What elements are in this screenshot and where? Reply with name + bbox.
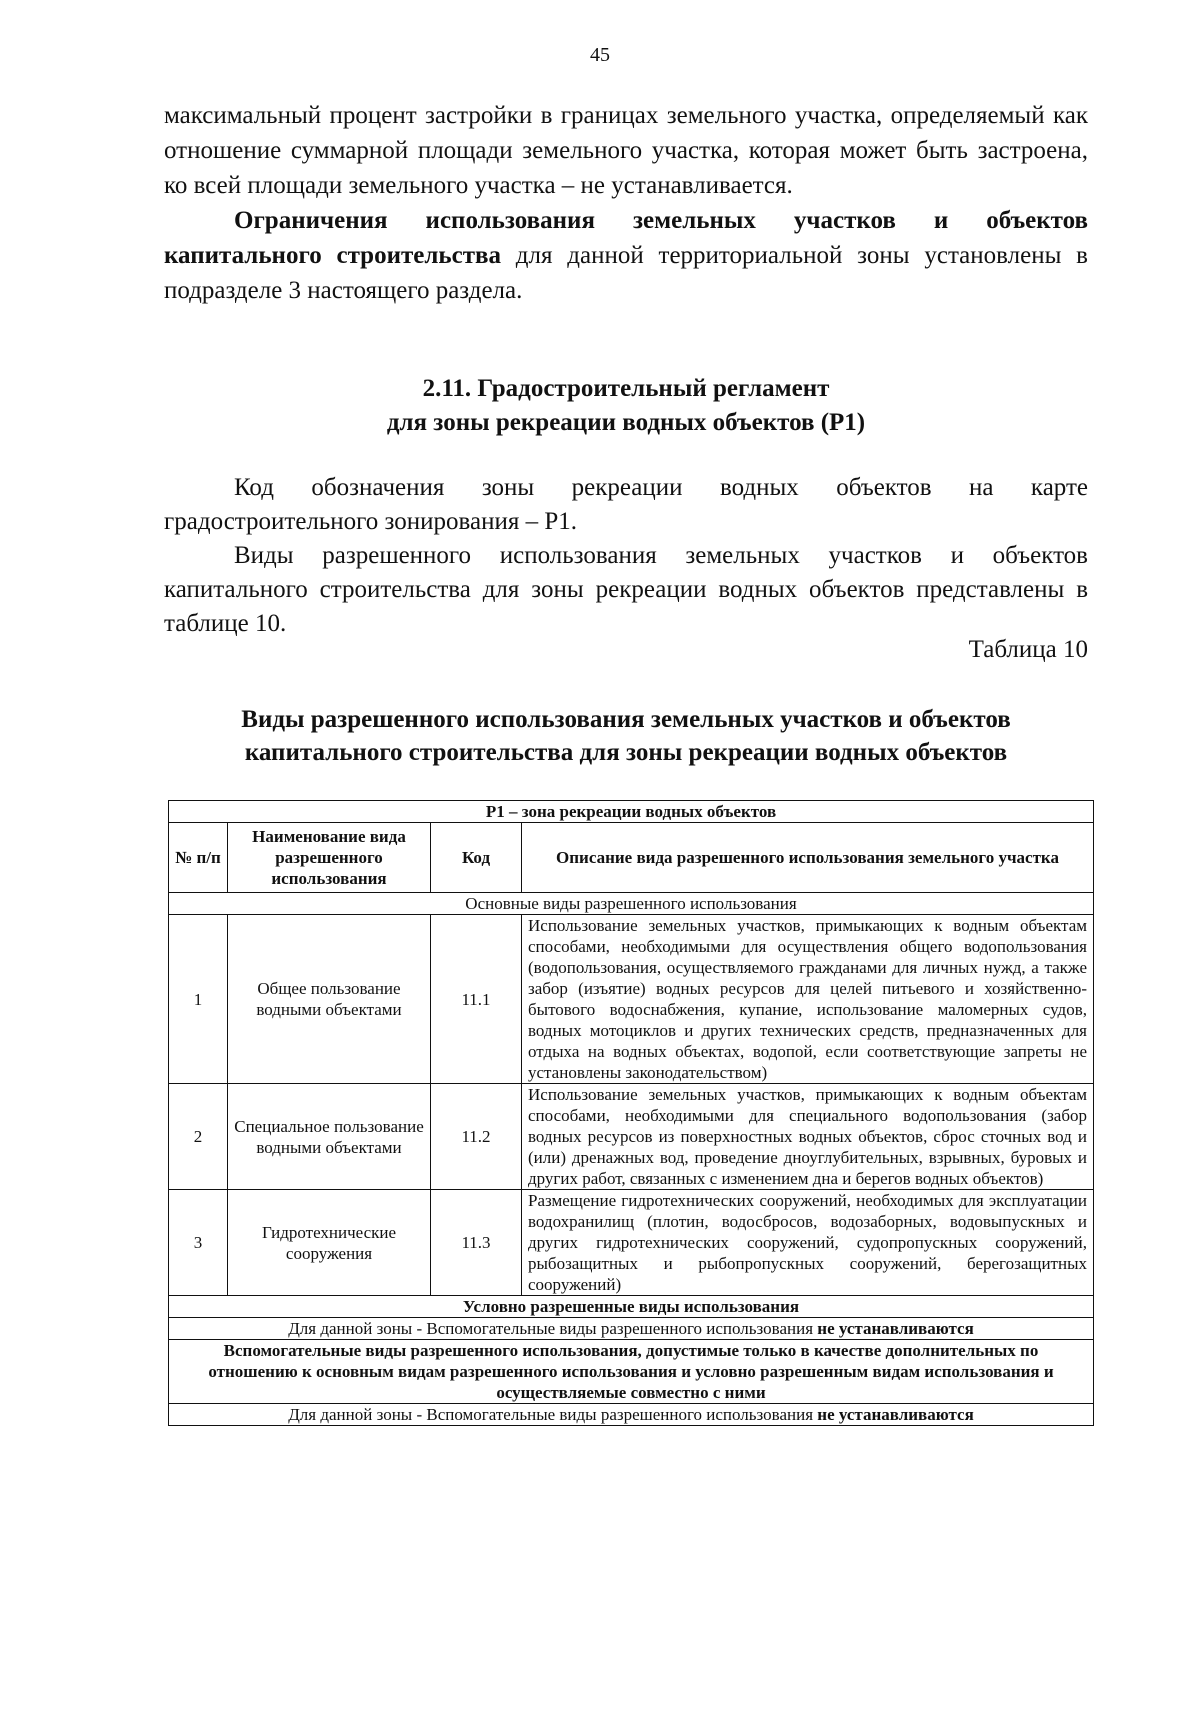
row-name: Гидротехнические сооружения xyxy=(228,1190,431,1296)
zone-title-row xyxy=(169,801,1094,823)
header-num: № п/п xyxy=(169,823,228,893)
conditional-note-text: Для данной зоны - Вспомогательные виды разрешенного использования xyxy=(288,1319,818,1338)
row-code: 11.2 xyxy=(431,1084,522,1190)
auxiliary-note-cell xyxy=(169,1404,1094,1426)
body-paragraph-1: Код обозначения зоны рекреации водных объектов на карте градостроительного зонирования – Р1. xyxy=(164,474,1088,535)
intro-text xyxy=(164,98,1088,308)
auxiliary-note-row xyxy=(169,1404,1094,1426)
table-header-row xyxy=(169,823,1094,893)
conditional-section-cell: Условно разрешенные виды использования xyxy=(169,1296,1094,1318)
intro-paragraph-2 xyxy=(164,203,1088,308)
row-description: Использование земельных участков, примыкающих к водным объектам способами, необходимыми для осуществления общего водопользования (водопользования, осуществляемого гражданами для личных нужд, а также забор (изъятие) водных ресурсов для целей питьевого и хозяйственно-бытового водоснабжения, купание, использование маломерных судов, водных мотоциклов и других технических средств, предназначенных для отдыха на водных объектах, водопой, если соответствующие запреты не установлены законодательством) xyxy=(522,915,1094,1084)
body-paragraph-2: Виды разрешенного использования земельных участков и объектов капитального строительства для зоны рекреации водных объектов представлены в таблице 10. xyxy=(164,542,1088,637)
auxiliary-section-cell: Вспомогательные виды разрешенного использования, допустимые только в качестве дополнительных по отношению к основным видам разрешенного использования и условно разрешенным видам использования и осуществляемые совместно с ними xyxy=(169,1340,1094,1404)
section-title-line-1: 2.11. Градостроительный регламент xyxy=(422,375,830,402)
row-code: 11.1 xyxy=(431,915,522,1084)
row-description: Использование земельных участков, примыкающих к водным объектам способами, необходимыми для специального водопользования (забор водных ресурсов из поверхностных водных объектов, сброс сточных вод и (или) дренажных вод, проведение дноуглубительных, взрывных, буровых и других работ, связанных с изменением дна и берегов водных объектов) xyxy=(522,1084,1094,1190)
section-body xyxy=(164,471,1088,641)
row-name: Общее пользование водными объектами xyxy=(228,915,431,1084)
main-section-row xyxy=(169,893,1094,915)
regulation-table xyxy=(168,800,1094,1426)
intro-paragraph-1: максимальный процент застройки в границах земельного участка, определяемый как отношение суммарной площади земельного участка, которая может быть застроена, ко всей площади земельного участка – не устанавливается. xyxy=(164,102,1088,199)
row-name: Специальное пользование водными объектами xyxy=(228,1084,431,1190)
table-row xyxy=(169,1084,1094,1190)
auxiliary-section-row xyxy=(169,1340,1094,1404)
section-title-line-2: для зоны рекреации водных объектов (Р1) xyxy=(386,409,866,436)
table-heading-line-1: Виды разрешенного использования земельных участков и объектов xyxy=(241,706,1011,733)
row-num: 1 xyxy=(169,915,228,1084)
table-row xyxy=(169,1190,1094,1296)
header-code: Код xyxy=(431,823,522,893)
header-description: Описание вида разрешенного использования земельного участка xyxy=(522,823,1094,893)
table-heading xyxy=(164,703,1088,769)
page-number: 45 xyxy=(590,44,610,66)
main-section-cell: Основные виды разрешенного использования xyxy=(169,893,1094,915)
row-code: 11.3 xyxy=(431,1190,522,1296)
conditional-note-cell xyxy=(169,1318,1094,1340)
conditional-section-row xyxy=(169,1296,1094,1318)
conditional-note-bold: не устанавливаются xyxy=(817,1319,974,1338)
conditional-note-row xyxy=(169,1318,1094,1340)
table-label: Таблица 10 xyxy=(968,636,1088,663)
section-title xyxy=(164,372,1088,440)
restrictions-rest-text: для данной территориальной зоны установлены в подразделе 3 настоящего раздела. xyxy=(164,242,1088,304)
row-description: Размещение гидротехнических сооружений, необходимых для эксплуатации водохранилищ (плотин, водосбросов, водозаборных, водовыпускных и других гидротехнических сооружений, судопропускных сооружений, рыбозащитных и рыбопропускных сооружений, берегозащитных сооружений) xyxy=(522,1190,1094,1296)
row-num: 2 xyxy=(169,1084,228,1190)
auxiliary-note-bold: не устанавливаются xyxy=(817,1405,974,1424)
auxiliary-note-text: Для данной зоны - Вспомогательные виды разрешенного использования xyxy=(288,1405,818,1424)
zone-title-cell: Р1 – зона рекреации водных объектов xyxy=(169,801,1094,823)
row-num: 3 xyxy=(169,1190,228,1296)
restrictions-bold-text: Ограничения использования земельных участков и объектов капитального строительства xyxy=(164,207,1088,269)
header-name: Наименование вида разрешенного использования xyxy=(228,823,431,893)
table-heading-line-2: капитального строительства для зоны рекреации водных объектов xyxy=(244,739,1008,766)
table-row xyxy=(169,915,1094,1084)
